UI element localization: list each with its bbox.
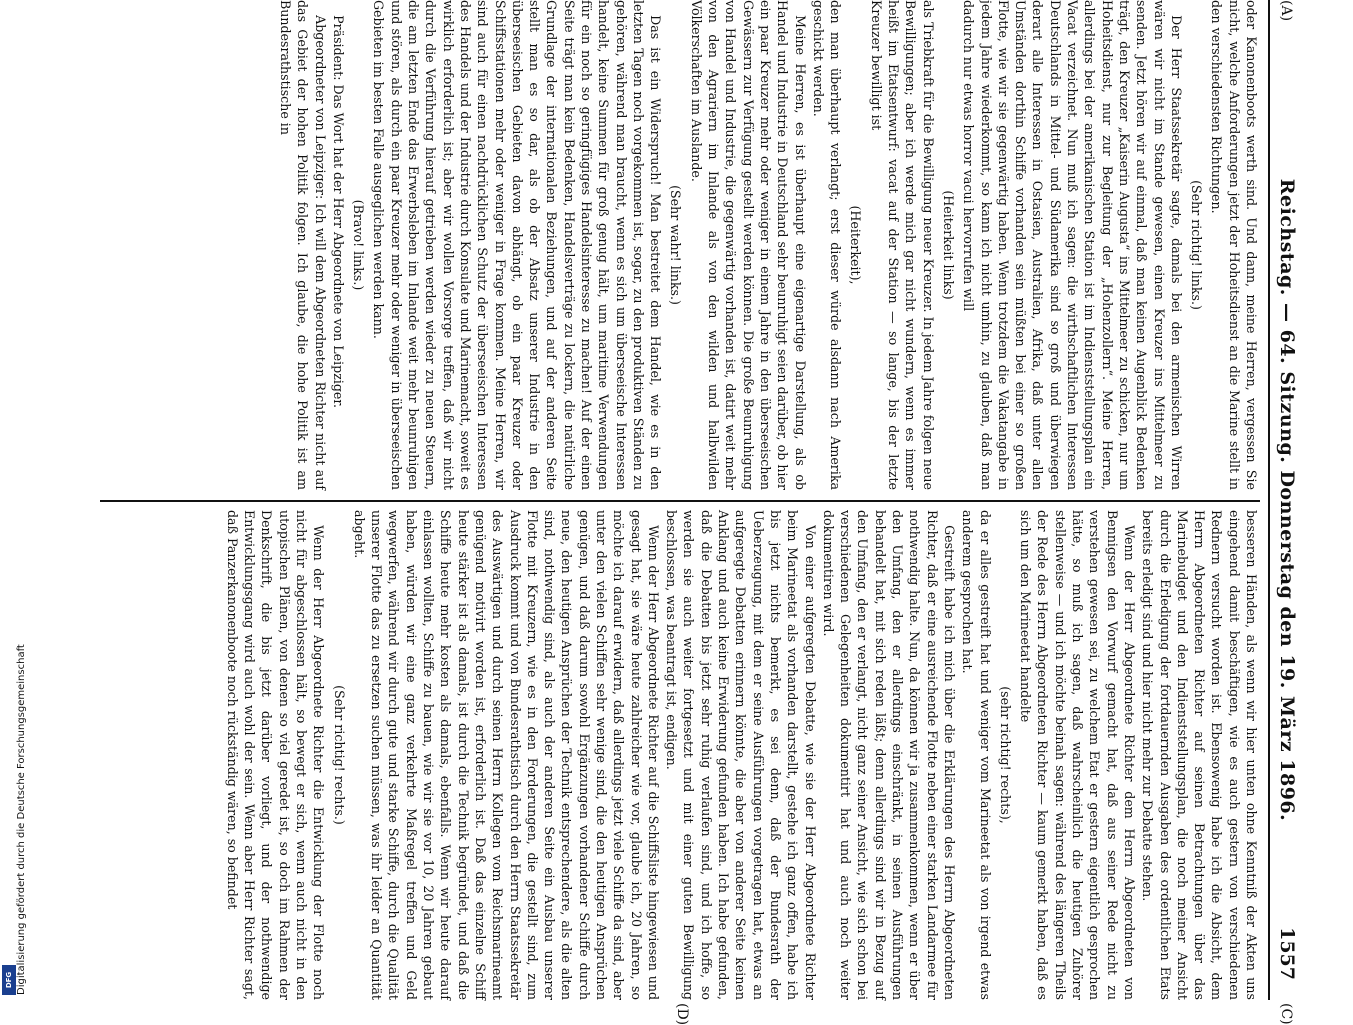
paragraph: Das ist ein Widerspruch! Man bestreitet dem Handel, wie es in den letzten Tagen noch vorgekommen ist, sogar, zu den produktiven Ständen zu gehören, während man braucht, wenn es sich um überseeische Interessen handelt, keine Summen für groß genug hält, um maritime Verwendungen für ein noch so geringfügiges Handelsinteresse zu machen! Auf der einen Seite trägt man kein Bedenken, Handelsverträge zu lockern, die natürliche Grundlage der internationalen Beziehungen, und auf der anderen Seite stellt man es so dar, als ob der Absatz unserer Industrie in den überseeischen Gebieten davon abhängt, ob ein paar Kreuzer oder Schiffsstationen mehr oder weniger in Frage kommen. Meine Herren, wir sind auch für einen nachdrücklichen Schutz der überseeischen Interessen des Handels und der Industrie durch Konsulate und Marinemacht, soweit es wirklich erforderlich ist; aber wir wollen Vorsorge treffen, daß wir nicht durch die Verführung hierauf getrieben werden wieder zu neuen Steuern, die am letzten Ende das Erwerbsleben im Inlande weit mehr beunruhigen und stören, als durch ein paar Kreuzer mehr oder weniger in überseeischen Gebieten im besten Falle ausgeglichen werden kann. [371,0,664,490]
header-rule [1268,0,1270,1000]
rotated-page [80,0,1300,1025]
paragraph: Gestreift habe ich mich über die Erklärungen des Herrn Abgeordneten Richter, daß er eine ausreichende Flotte neben einer starken Landarmee für nothwendig halte. Nun, da können wir ja zusammenkommen, wenn er über den Umfang, den er allerdings einschränkt, in seinen Ausführungen behandelt hat, mit sich reden läßt; denn allerdings sind wir in Bezug auf den Umfang, den er verlangt, nicht ganz seiner Ansicht, wie sich schon bei verschiedenen Gelegenheiten dokumentirt hat und auch noch weiter dokumentiren wird. [820,510,957,1000]
page-header [1270,0,1300,1000]
column-left [100,0,1260,490]
paragraph: Wenn der Herr Abgeordnete Richter die Entwicklung der Flotte noch nicht für abgeschlossen hält, so bewegt er sich, wenn auch nicht in den utopischen Plänen, von denen so viel geredet ist, so doch im Rahmen der Denkschrift, die bis jetzt darüber vorliegt, und der nothwendige Entwicklungsgang wird auch wohl der sein. Wenn aber Herr Richter sagt, daß Panzerkanonenboote noch rückständig wären, so befindet [224,510,327,1000]
paragraph: als Triebkraft für die Bewilligung neuer Kreuzer. In jedem Jahre folgen neue Bewilligungen; aber ich werde mich gar nicht wundern, wenn es immer heißt im Etatsentwurf: vacat auf der Station — so lange, bis der letzte Kreuzer bewilligt ist [868,0,936,490]
column-right [100,510,1260,1000]
page-number: 1557 [1276,927,1298,980]
paragraph: Wenn der Herr Abgeordnete Richter auf die Schiffsliste hingewiesen und gesagt hat, sie wäre heute zahlreicher wie vor, glaube ich, 20 Jahren, so möchte ich darauf erwidern, daß allerdings jetzt viele Schiffe da sind, aber unter den vielen Schiffen sehr wenige sind, die den heutigen Ansprüchen genügen, und daß darum sowohl Ergänzungen vorhandener Schiffe durch neue, den heutigen Ansprüchen der Technik entsprechendere, als die alten sind, nothwendig sind, als auch der anderen Seite ein Ausbau unserer Flotte mit Kreuzern, wie es in den Forderungen, die gestellt sind, zum Ausdruck kommt und von Bundesrathstisch durch den Herrn Staatssekretär des Auswärtigen und durch seinen Herrn Kollegen vom Reichsmarineamt genügend motivirt worden ist, erforderlich ist. Daß das einzelne Schiff heute stärker ist als damals, ist durch die Technik begründet, und daß die Schiffe heute mehr kosten als damals, ebenfalls. Wenn wir heute darauf einlassen wollten, Schiffe zu bauen, wie wir sie vor 10, 20 Jahren gebaut haben, würden wir eine ganz verkehrte Maßregel treffen und Geld wegwerfen, während wir durch gute und starke Schiffe, durch die Qualität unserer Flotte das zu ersetzen suchen müssen, was ihr leider an Quantität abgeht. [351,510,661,1000]
paragraph: oder Kanonenboots werth sind. Und dann, meine Herren, vergessen Sie nicht, welche Anforderungen jetzt der Hoheitsdienst an die Marine stellt in den verschiedensten Richtungen. [1209,0,1259,490]
interjection: (Heiterkeit), [848,205,864,285]
interjection: (Heiterkeit links) [940,190,956,300]
speaker-paragraph: Präsident: Das Wort hat der Herr Abgeordnete von Leipziger. [330,15,346,409]
interjection: (Sehr richtig! rechts.) [331,685,347,825]
interjection: (Sehr richtig! links.) [1189,180,1205,310]
dfg-logo: DFG [2,965,16,995]
paragraph: Meine Herren, es ist überhaupt eine eigenartige Darstellung, als ob Handel und Industrie in Deutschland sehr beunruhigt seien darüber, ob hier ein paar Kreuzer mehr oder weniger in einem Jahre in den überseeischen Gewässern zur Verfügung gestellt werden können. Die große Beunruhigung von Handel und Industrie, die gegenwärtig vorhanden ist, datirt weit mehr von den Agrariern im Inlande als von den wilden und halbwilden Völkerschaften im Auslande. [688,0,808,490]
column-divider [100,500,1260,502]
paragraph: da er alles gestreift hat und weniger vom Marineetat als von irgend etwas anderem gesprochen hat. [960,510,993,1000]
interjection: (Sehr wahr! links.) [668,185,684,305]
paragraph: Der Herr Staatssekretär sagte, damals bei den armenischen Wirren wären wir nicht im Stande gewesen, einen Kreuzer ins Mittelmeer zu senden. Jetzt hören wir auf einmal, daß man keinen Augenblick Bedenken trägt, den Kreuzer „Kaiserin Augusta“ ins Mittelmeer zu schicken, nur um Hoheitsdienst, nur zur Begleitung der „Hohenzollern“. Meine Herren, allerdings bei der amerikanischen Station ist im Indienststellungsplan ein Vacat verzeichnet. Nun muß ich sagen: die wirthschaftlichen Interessen Deutschlands in Mittel- und Südamerika sind so groß und überwiegen derart alle Interessen in Ostasien, Australien, Afrika, daß unter allen Umständen dorthin Schiffe vorhanden sein müßten bei einer so großen Flotte, wie wir sie gegenwärtig haben. Wenn trotzdem die Vakatangabe in jedem Jahre wiederkommt, so kann ich nicht umhin, zu glauben, daß man dadurch nur etwas horror vacui hervorrufen will [961,0,1184,490]
speaker-paragraph: Abgeordneter von Leipziger: Ich will dem Abgeordneten Richter nicht auf das Gebiet der hohen Politik folgen. Ich glaube, die hohe Politik ist am Bundesrathstische in [277,0,328,490]
interjection: (sehr richtig! rechts), [997,686,1013,824]
margin-marker-d: (D) [674,1003,690,1025]
margin-marker-a: (A) [1278,0,1294,22]
footer-credit: Digitalisierung gefördert durch die Deutsche Forschungsgemeinschaft [16,644,27,995]
paragraph: Von einer aufgeregten Debatte, wie sie der Herr Abgeordnete Richter beim Marineetat als vorhanden darstellt, gestehe ich ganz offen, habe ich bis jetzt nichts bemerkt, es sei denn, daß der Bundesrath der Ueberzeugung, mit dem er seine Ausführungen vorgetragen hat, etwas an aufgeregte Debatten erinnern könnte, die aber von anderer Seite keinen Anklang und auch keine Erwiderung gefunden haben. Ich habe gefunden, daß die Debatten bis jetzt sehr ruhig verlaufen sind, und ich hoffe, so werden sie auch weiter fortgesetzt und mit einer guten Bewilligung beschlossen, was beantragt ist, endigen. [664,510,818,1000]
paragraph: besseren Händen, als wenn wir hier unten ohne Kenntniß der Akten uns eingehend damit beschäftigen, wie es auch gestern von verschiedenen Rednern versucht worden ist. Ebensowenig habe ich die Absicht, dem Herrn Abgeordneten Richter auf seinen Betrachtungen über das Marinebudget und den Indienststellungsplan, die noch meiner Ansicht durch die Erledigung der fortdauernden Ausgaben des ordentlichen Etats bereits erledigt sind und hier nicht mehr zur Debatte stehen. [1140,510,1259,1000]
paragraph: Wenn der Herr Abgeordnete Richter dem Herrn Abgeordneten von Bennigsen den Vorwurf gemacht hat, daß aus seiner Rede nicht zu verstehen gewesen sei, zu welchem Etat er gestern eigentlich gesprochen hätte, so muß ich sagen, daß wahrscheinlich die heutigen Zuhörer stellenweise — und ich möchte beinah sagen: während des längeren Theils der Rede des Herrn Abgeordneten Richter — kaum gemerkt haben, daß es sich um den Marineetat handelte [1018,510,1137,1000]
paragraph: den man überhaupt verlangt; erst dieser würde alsdann nach Amerika geschickt werden. [810,0,844,490]
page-title: Reichstag. — 64. Sitzung. Donnerstag den 19. März 1896. [1276,178,1298,822]
interjection: (Bravo! links.) [351,199,367,291]
margin-marker-c: (C) [1278,1003,1294,1025]
